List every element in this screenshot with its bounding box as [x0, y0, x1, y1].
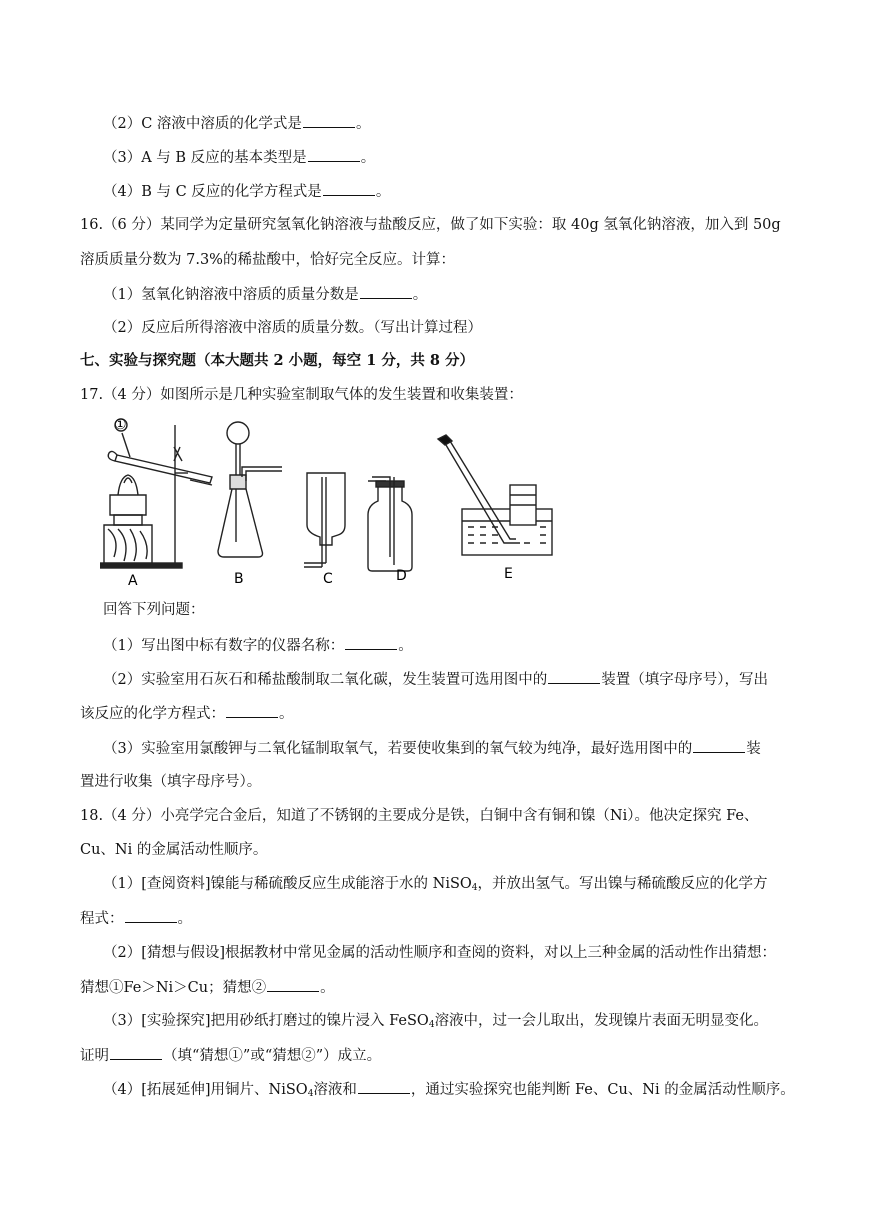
q18-part3-line2: 证明 （填“猜想①”或“猜想②”）成立。	[80, 1045, 381, 1066]
stand-base	[100, 563, 182, 568]
apparatus-figure	[100, 417, 560, 589]
answer-blank[interactable]	[226, 703, 278, 718]
q16-part1: （1）氢氧化钠溶液中溶质的质量分数是 。	[103, 284, 427, 305]
q16-part2: （2）反应后所得溶液中溶质的质量分数。（写出计算过程）	[103, 320, 482, 336]
answer-blank[interactable]	[358, 1079, 410, 1094]
figure-label-e: E	[504, 566, 513, 582]
q18-stem-line1: 18.（4 分）小亮学完合金后，知道了不锈钢的主要成分是铁，白铜中含有铜和镍（Ni）。他决定探究 Fe、	[80, 808, 759, 824]
figure-label-d: D	[396, 568, 407, 584]
q18-part4: （4）[拓展延伸]用铜片、NiSO$_4$溶液和 ，通过实验探究也能判断 Fe、Cu、Ni 的金属活动性顺序。	[103, 1079, 795, 1104]
figure-label-c: C	[323, 571, 333, 587]
q18-part1-line2: 程式： 。	[80, 908, 192, 929]
q18-part2-line2: 猜想①Fe＞Ni＞Cu；猜想② 。	[80, 977, 335, 998]
q17-part3-line2: 置进行收集（填字母序号）。	[80, 774, 262, 790]
answer-blank[interactable]	[323, 181, 375, 196]
q17-answer-prompt: 回答下列问题：	[103, 602, 205, 618]
answer-blank[interactable]	[360, 284, 412, 299]
answer-blank[interactable]	[125, 908, 177, 923]
answer-blank[interactable]	[345, 635, 397, 650]
q16-stem-line1: 16.（6 分）某同学为定量研究氢氧化钠溶液与盐酸反应，做了如下实验：取 40g 氢氧化钠溶液，加入到 50g	[80, 217, 781, 233]
q18-stem-line2: Cu、Ni 的金属活动性顺序。	[80, 842, 268, 858]
q17-part2-line1: （2）实验室用石灰石和稀盐酸制取二氧化碳，发生装置可选用图中的 装置（填字母序号），写出	[103, 669, 768, 690]
q15-part4: （4）B 与 C 反应的化学方程式是 。	[103, 181, 390, 202]
q15-part3: （3）A 与 B 反应的基本类型是 。	[103, 147, 375, 168]
answer-blank[interactable]	[303, 113, 355, 128]
q16-stem-line2: 溶质质量分数为 7.3%的稀盐酸中，恰好完全反应。计算：	[80, 252, 455, 268]
answer-blank[interactable]	[110, 1045, 162, 1060]
section-heading: 七、实验与探究题（本大题共 2 小题，每空 1 分，共 8 分）	[80, 352, 475, 369]
answer-blank[interactable]	[693, 738, 745, 753]
answer-blank[interactable]	[308, 147, 360, 162]
q18-part3-line1: （3）[实验探究]把用砂纸打磨过的镍片浸入 FeSO$_4$溶液中，过一会儿取出，发现镍片表面无明显变化。	[103, 1013, 769, 1030]
answer-blank[interactable]	[548, 669, 600, 684]
figure-label-a: A	[128, 573, 138, 589]
q17-stem: 17.（4 分）如图所示是几种实验室制取气体的发生装置和收集装置：	[80, 387, 523, 403]
q15-part2: （2）C 溶液中溶质的化学式是 。	[103, 113, 370, 134]
figure-label-b: B	[234, 571, 244, 587]
q18-part1-line1: （1）[查阅资料]镍能与稀硫酸反应生成能溶于水的 NiSO$_4$，并放出氢气。写出镍与稀硫酸反应的化学方	[103, 876, 768, 893]
q17-part2-line2: 该反应的化学方程式： 。	[80, 703, 294, 724]
figure-marker: ①	[114, 417, 127, 433]
answer-blank[interactable]	[267, 977, 319, 992]
q17-part3-line1: （3）实验室用氯酸钾与二氧化锰制取氧气，若要使收集到的氧气较为纯净，最好选用图中的 装	[103, 738, 761, 759]
q18-part2-line1: （2）[猜想与假设]根据教材中常见金属的活动性顺序和查阅的资料，对以上三种金属的活动性作出猜想：	[103, 945, 777, 961]
q17-part1: （1）写出图中标有数字的仪器名称： 。	[103, 635, 413, 656]
